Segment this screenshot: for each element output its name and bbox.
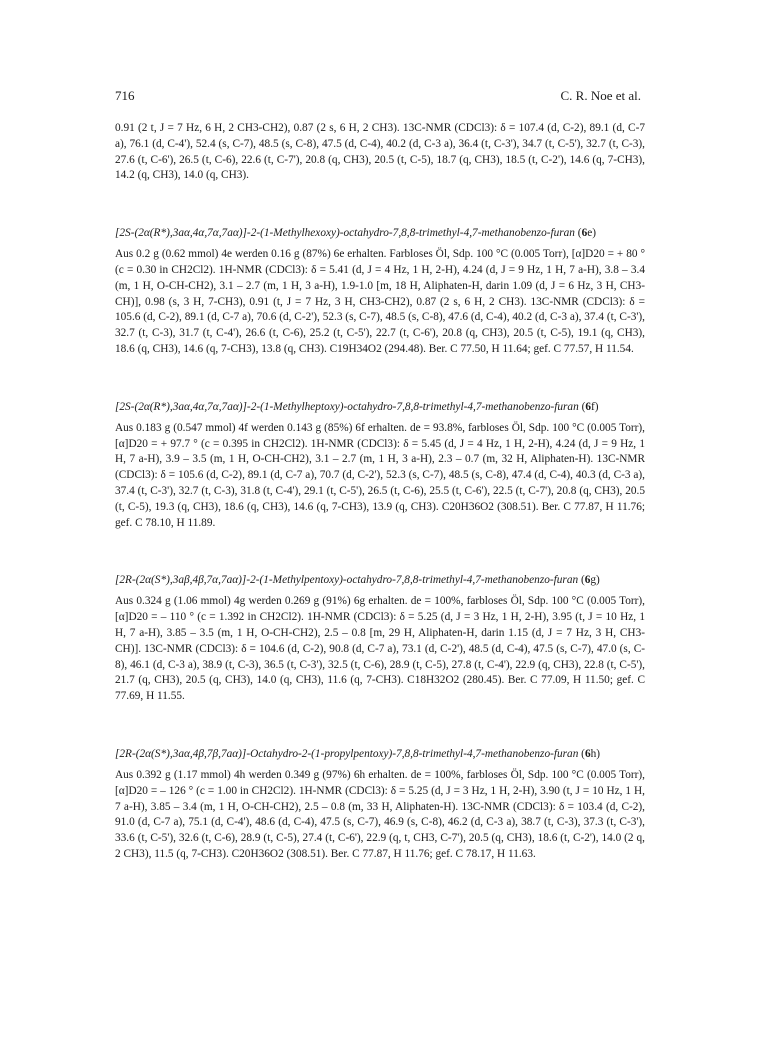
compound-code-letter: h bbox=[590, 747, 597, 760]
compound-code-number: 6 bbox=[581, 227, 588, 240]
text-column bbox=[115, 121, 645, 863]
entry-body: Aus 0.324 g (1.06 mmol) 4g werden 0.269 g (91%) 6g erhalten. de = 100%, farbloses Öl, Sdp. 100 °C (0.005 Torr), [α]D20 = – 110 ° (c = 1.392 in CH2Cl2). 1H-NMR (CDCl3): δ = 5.25 (d, J = 3 Hz, 1 H, 2-H), 3.95 (t, J = 10 Hz, 1 H, 7 a-H), 3.85 – 3.5 (m, 1 H, O-CH-CH2), 2.5 – 0.8 [m, 29 H, Aliphaten-H, darin 1.15 (d, J = 7 Hz, 3 H, CH3-CH)]. 13C-NMR (CDCl3): δ = 104.6 (d, C-2), 90.8 (d, C-7 a), 73.1 (d, C-2'), 48.5 (d, C-4), 47.5 (s, C-7), 47.0 (s, C-8), 46.1 (d, C-3 a), 38.9 (t, C-3), 36.5 (t, C-3'), 32.5 (t, C-6), 28.9 (t, C-5), 27.8 (t, C-4'), 22.9 (q, CH3), 22.8 (t, C-5'), 21.7 (q, CH3), 20.5 (q, CH3), 14.0 (q, CH3), 11.6 (q, 7-CH3). C18H32O2 (280.45). Ber. C 77.09, H 11.50; gef. C 77.69, H 11.55. bbox=[115, 595, 645, 703]
compound-code-letter: f bbox=[590, 400, 595, 413]
entry-title-text: [2R-(2α(S*),3aα,4β,7β,7aα)]-Octahydro-2-(1-propylpentoxy)-7,8,8-trimethyl-4,7-methanobenzo-furan bbox=[115, 747, 579, 760]
compound-code-letter: e bbox=[587, 227, 593, 240]
entry-title-text: [2S-(2α(R*),3aα,4α,7α,7aα)]-2-(1-Methylheptoxy)-octahydro-7,8,8-trimethyl-4,7-methanobenzo-furan bbox=[115, 400, 579, 413]
compound-entry-6h bbox=[115, 746, 645, 863]
compound-entry-6e bbox=[115, 225, 645, 358]
compound-code: (6f) bbox=[581, 400, 599, 413]
intro-paragraph: 0.91 (2 t, J = 7 Hz, 6 H, 2 CH3-CH2), 0.87 (2 s, 6 H, 2 CH3). 13C-NMR (CDCl3): δ = 107.4 (d, C-2), 89.1 (d, C-7 a), 76.1 (d, C-4'), 52.4 (s, C-7), 48.5 (s, C-8), 47.5 (d, C-4), 40.2 (d, C-3 a), 36.4 (t, C-3'), 34.7 (t, C-5'), 32.7 (t, C-3), 27.6 (t, C-6'), 26.5 (t, C-6), 22.6 (t, C-7'), 20.8 (q, CH3), 20.5 (t, C-5), 18.7 (q, CH3), 18.5 (t, C-2'), 14.6 (q, 7-CH3), 14.2 (q, CH3), 14.0 (q, CH3). bbox=[115, 122, 645, 182]
compound-code-letter: g bbox=[590, 574, 597, 587]
compound-entry-6f bbox=[115, 399, 645, 532]
compound-code-number: 6 bbox=[584, 574, 591, 587]
entry-title-text: [2R-(2α(S*),3aβ,4β,7α,7aα)]-2-(1-Methylpentoxy)-octahydro-7,8,8-trimethyl-4,7-methanobenzo-furan bbox=[115, 574, 579, 587]
entry-body: Aus 0.183 g (0.547 mmol) 4f werden 0.143 g (85%) 6f erhalten. de = 93.8%, farbloses Öl, Sdp. 100 °C (0.005 Torr), [α]D20 = + 97.7 ° (c = 0.395 in CH2Cl2). 1H-NMR (CDCl3): δ = 5.45 (d, J = 4 Hz, 1 H, 2-H), 4.24 (d, J = 9 Hz, 1 H, 7 a-H), 3.9 – 3.5 (m, 1 H, O-CH-CH2), 3.1 – 2.7 (m, 1 H, 3 a-H), 2.3 – 0.7 (m, 32 H, Aliphaten-H). 13C-NMR (CDCl3): δ = 105.6 (d, C-2), 89.1 (d, C-7 a), 70.7 (d, C-2'), 52.3 (s, C-7), 48.5 (s, C-8), 47.4 (d, C-4), 40.3 (d, C-3 a), 37.4 (t, C-3'), 32.7 (t, C-3), 31.8 (t, C-4'), 29.1 (t, C-5'), 26.5 (t, C-6), 25.5 (t, C-6'), 22.5 (t, C-7'), 20.8 (q, CH3), 20.5 (t, C-5), 19.3 (q, CH3), 18.6 (q, CH3), 14.6 (q, 7-CH3), 13.9 (q, CH3). C20H36O2 (308.51). Ber. C 77.87, H 11.76; gef. C 78.10, H 11.89. bbox=[115, 421, 645, 529]
compound-code: (6e) bbox=[577, 227, 596, 240]
entry-title bbox=[115, 399, 645, 415]
compound-code-number: 6 bbox=[585, 400, 591, 413]
compound-code: (6h) bbox=[581, 747, 601, 760]
compound-code-number: 6 bbox=[584, 747, 591, 760]
entry-title bbox=[115, 746, 645, 762]
entry-title-text: [2S-(2α(R*),3aα,4α,7α,7aα)]-2-(1-Methylhexoxy)-octahydro-7,8,8-trimethyl-4,7-methanobenzo-furan bbox=[115, 227, 575, 240]
entry-body: Aus 0.2 g (0.62 mmol) 4e werden 0.16 g (87%) 6e erhalten. Farbloses Öl, Sdp. 100 °C (0.005 Torr), [α]D20 = + 80 ° (c = 0.30 in CH2Cl2). 1H-NMR (CDCl3): δ = 5.41 (d, J = 4 Hz, 1 H, 2-H), 4.24 (d, J = 9 Hz, 1 H, 7 a-H), 3.8 – 3.4 (m, 1 H, O-CH-CH2), 3.1 – 2.7 (m, 1 H, 3 a-H), 1.9-1.0 [m, 18 H, Aliphaten-H, darin 1.09 (d, J = 6 Hz, 3 H, CH3-CH)], 0.98 (s, 3 H, 7-CH3), 0.91 (t, J = 7 Hz, 3 H, CH3-CH2), 0.87 (2 s, 6 H, 2 CH3). 13C-NMR (CDCl3): δ = 105.6 (d, C-2), 89.1 (d, C-7 a), 70.6 (d, C-2'), 52.3 (s, C-7), 48.5 (s, C-8), 47.6 (d, C-4), 40.2 (d, C-3 a), 37.4 (t, C-3'), 32.7 (t, C-3), 31.7 (t, C-4'), 26.6 (t, C-6), 25.2 (t, C-5'), 22.7 (t, C-6'), 20.8 (q, CH3), 20.5 (t, C-5), 19.1 (q, CH3), 18.6 (q, CH3), 14.6 (q, 7-CH3), 13.8 (q, CH3). C19H34O2 (294.48). Ber. C 77.50, H 11.64; gef. C 77.57, H 11.54. bbox=[115, 248, 645, 355]
entry-title bbox=[115, 572, 645, 588]
running-head: C. R. Noe et al. bbox=[560, 88, 641, 103]
compound-entry-6g bbox=[115, 572, 645, 705]
page-number: 716 bbox=[115, 88, 135, 103]
entry-title bbox=[115, 225, 645, 241]
entry-body: Aus 0.392 g (1.17 mmol) 4h werden 0.349 g (97%) 6h erhalten. de = 100%, farbloses Öl, Sdp. 100 °C (0.005 Torr), [α]D20 = – 126 ° (c = 1.00 in CH2Cl2). 1H-NMR (CDCl3): δ = 5.25 (d, J = 3 Hz, 1 H, 2-H), 3.90 (t, J = 10 Hz, 1 H, 7 a-H), 3.85 – 3.4 (m, 1 H, O-CH-CH2), 2.5 – 0.8 (m, 33 H, Aliphaten-H). 13C-NMR (CDCl3): δ = 103.4 (d, C-2), 91.0 (d, C-7 a), 75.1 (d, C-4'), 48.6 (d, C-4), 47.5 (s, C-7), 46.9 (s, C-8), 46.2 (d, C-3 a), 38.7 (t, C-3), 37.3 (t, C-3'), 33.6 (t, C-5'), 32.6 (t, C-6), 28.9 (t, C-5), 27.4 (t, C-6'), 22.9 (q, t, CH3, C-7'), 20.5 (q, CH3), 18.6 (t, C-2'), 14.0 (2 q, 2 CH3), 11.5 (q, 7-CH3). C20H36O2 (308.51). Ber. C 77.87, H 11.76; gef. C 78.17, H 11.63. bbox=[115, 768, 645, 860]
compound-code: (6g) bbox=[580, 574, 600, 587]
